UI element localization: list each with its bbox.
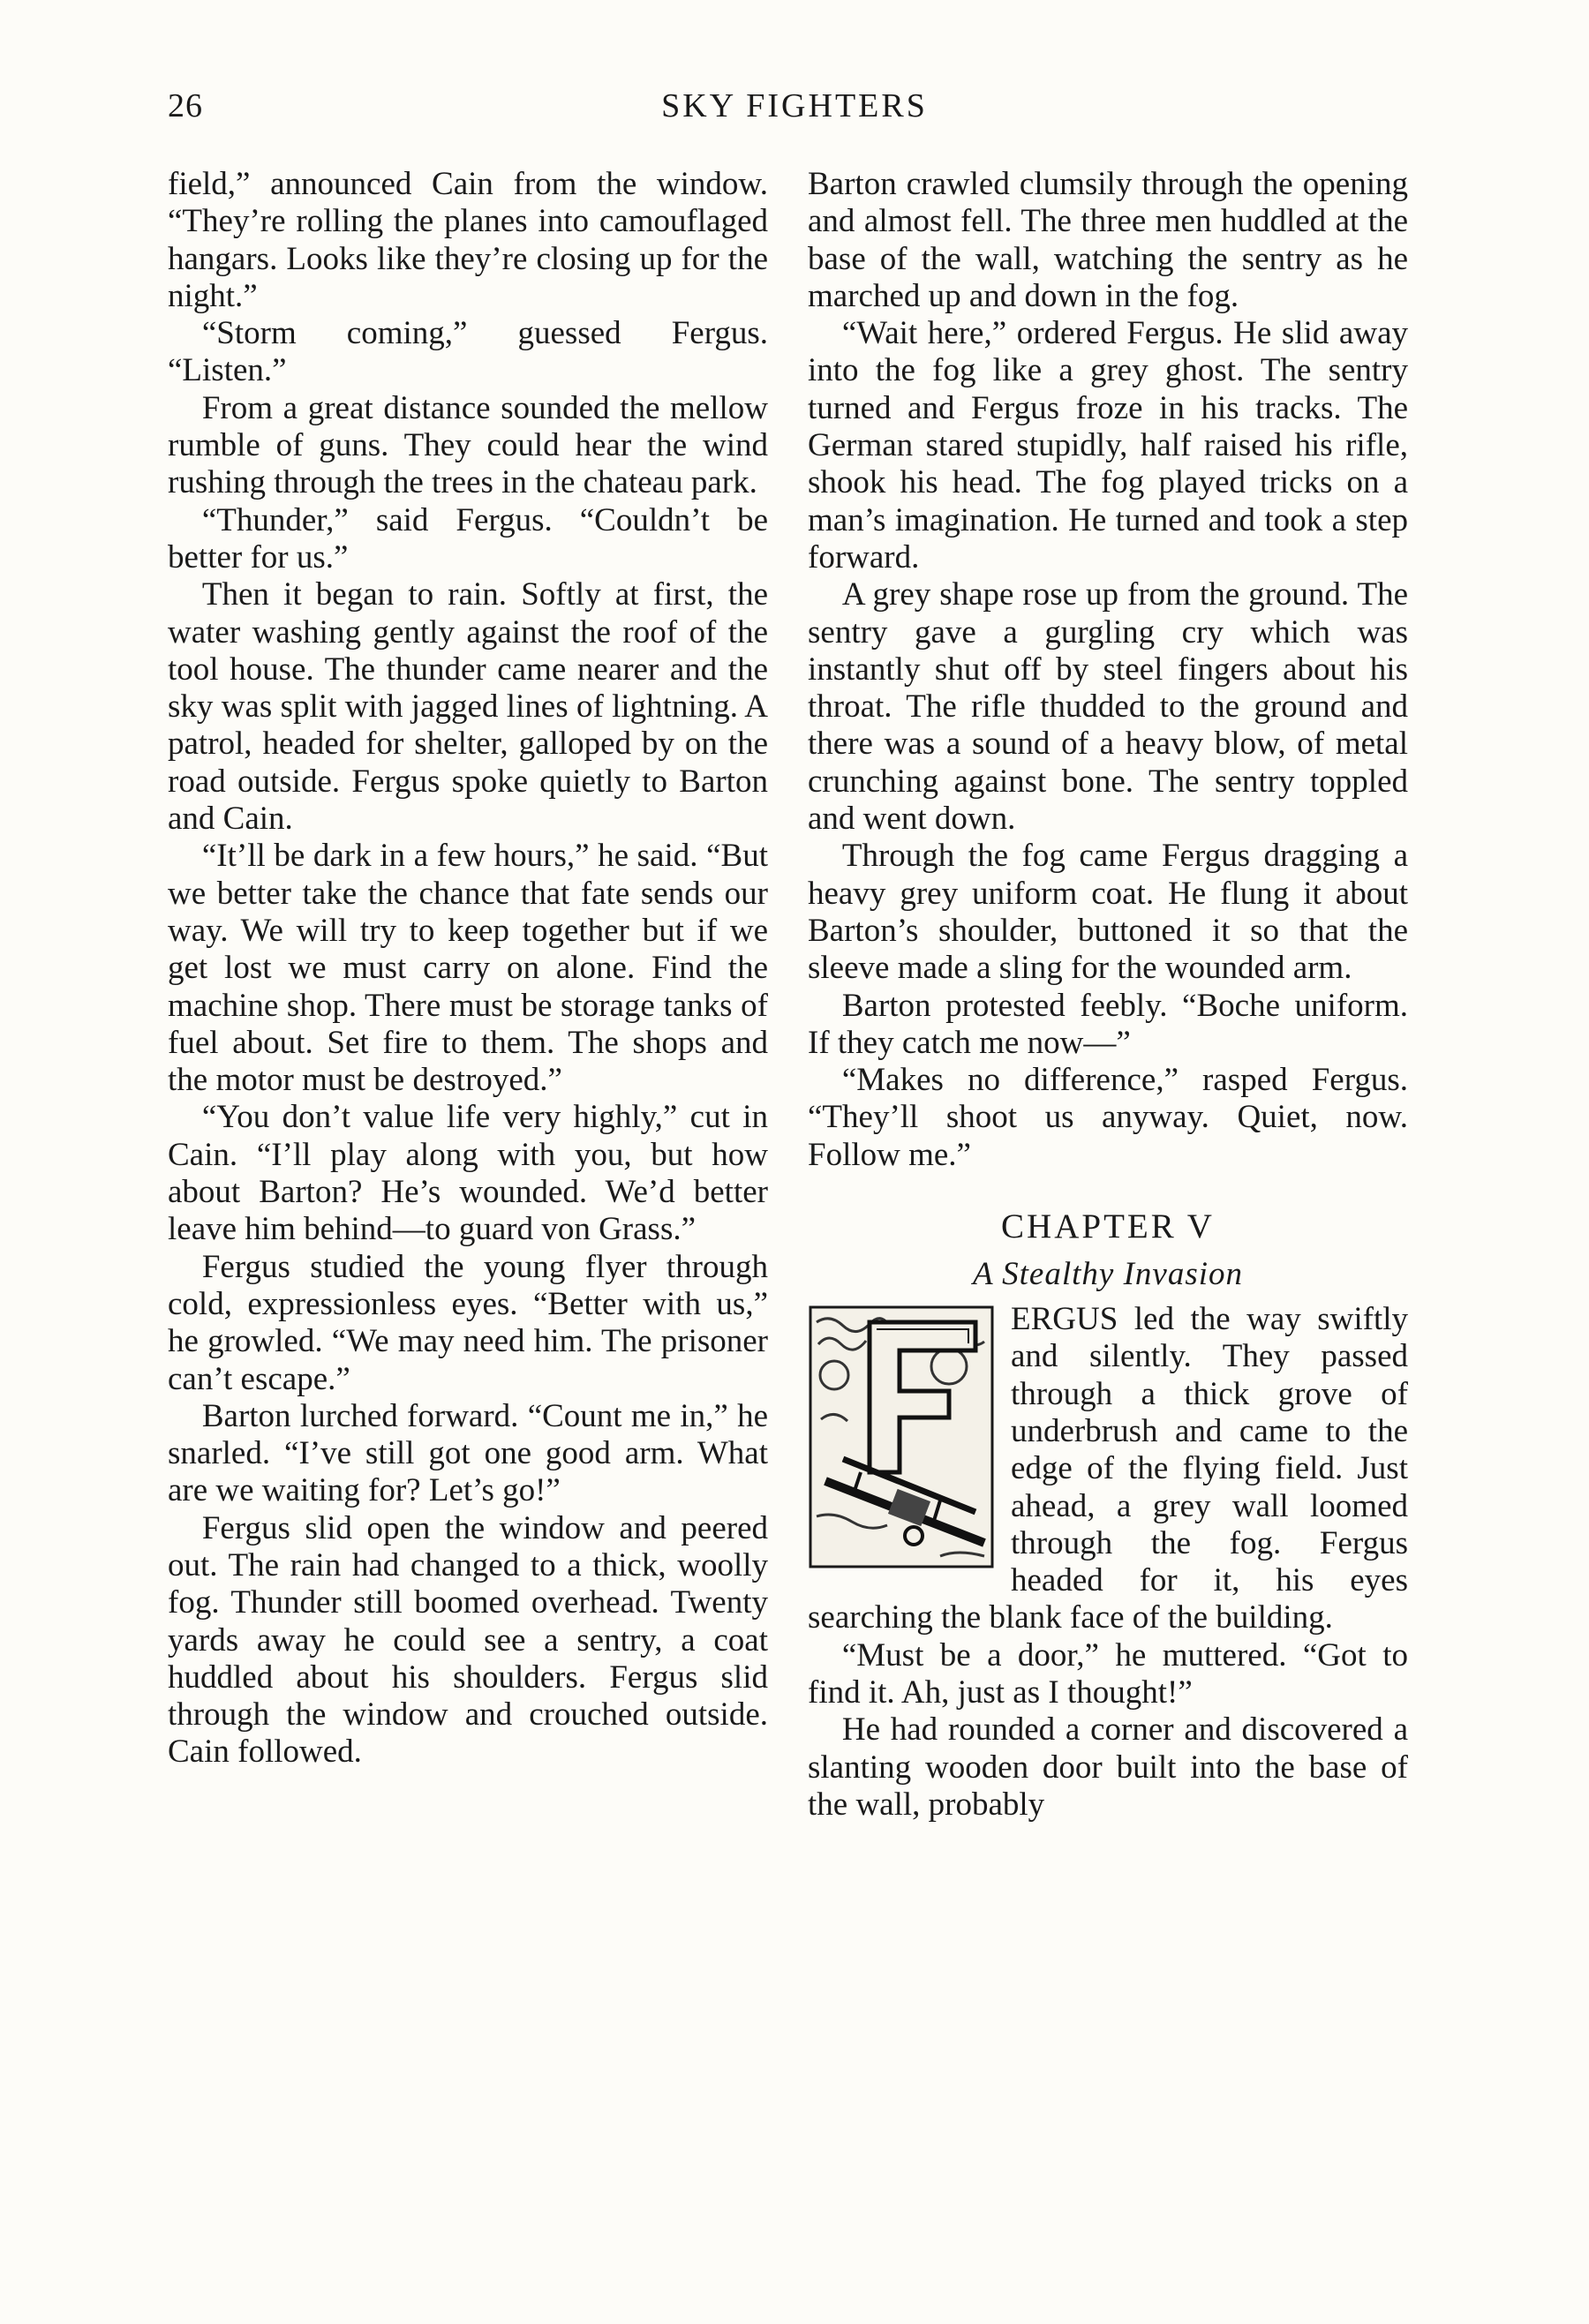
paragraph: A grey shape rose up from the ground. The sentry gave a gurgling cry which was instantly shut off by steel fingers about his throat. The rifle thudded to the ground and there was a sound of a heavy blow, of metal crunching against bone. The sentry toppled and went down.: [808, 576, 1408, 838]
paragraph: From a great distance sounded the mellow rumble of guns. They could hear the wind rushing through the trees in the chateau park.: [168, 389, 768, 501]
paragraph: He had rounded a corner and discovered a slanting wooden door built into the base of the wall, probably: [808, 1711, 1408, 1823]
chapter-heading: CHAPTER V: [1001, 1207, 1215, 1246]
paragraph: Barton protested feebly. “Boche uniform. If they catch me now—”: [808, 987, 1408, 1061]
illustrated-dropcap-f-icon: [808, 1305, 995, 1569]
page-number: 26: [168, 87, 203, 124]
left-column: [168, 166, 768, 1771]
paragraph: “Must be a door,” he muttered. “Got to find it. Ah, just as I thought!”: [808, 1636, 1408, 1711]
paragraph: “It’ll be dark in a few hours,” he said. “But we better take the chance that fate sends our way. We will try to keep together but if we get lost we must carry on alone. Find the machine shop. There must be storage tanks of fuel about. Set fire to them. The shops and the motor must be destroyed.”: [168, 838, 768, 1099]
paragraph: field,” announced Cain from the window. “They’re rolling the planes into camouflaged hangars. Looks like they’re closing up for the night.”: [168, 166, 768, 314]
paragraph: Through the fog came Fergus dragging a heavy grey uniform coat. He flung it about Barton’s shoulder, buttoned it so that the sleeve made a sling for the wounded arm.: [808, 838, 1408, 987]
paragraph: Barton lurched forward. “Count me in,” he snarled. “I’ve still got one good arm. What are we waiting for? Let’s go!”: [168, 1397, 768, 1509]
paragraph: “Wait here,” ordered Fergus. He slid away into the fog like a grey ghost. The sentry turned and Fergus froze in his tracks. The German stared stupidly, half raised his rifle, shook his head. The fog played tricks on a man’s imagination. He turned and took a step forward.: [808, 315, 1408, 575]
chapter-body: [808, 1301, 1408, 1824]
paragraph: “Makes no difference,” rasped Fergus. “They’ll shoot us anyway. Quiet, now. Follow me.”: [808, 1062, 1408, 1173]
chapter-subtitle: A Stealthy Invasion: [972, 1256, 1244, 1293]
paragraph: Then it began to rain. Softly at first, the water washing gently against the roof of the tool house. The thunder came nearer and the sky was split with jagged lines of lightning. A patrol, headed for shelter, galloped by on the road outside. Fergus spoke quietly to Barton and Cain.: [168, 576, 768, 838]
paragraph: “Storm coming,” guessed Fergus. “Listen.”: [168, 315, 768, 389]
right-column: [808, 166, 1408, 1824]
paragraph: ERGUS led the way swiftly and silently. They passed through a thick grove of underbrush and came to the edge of the flying field. Just ahead, a grey wall loomed through the fog. Fergus headed for it, his eyes searching the blank face of the building.: [808, 1301, 1408, 1636]
paragraph: Fergus studied the young flyer through cold, expressionless eyes. “Better with us,” he growled. “We may need him. The prisoner can’t escape.”: [168, 1248, 768, 1397]
paragraph: Fergus slid open the window and peered out. The rain had changed to a thick, woolly fog. Thunder still boomed overhead. Twenty yards away he could see a sentry, a coat huddled about his shoulders. Fergus slid through the window and crouched outside. Cain followed.: [168, 1509, 768, 1771]
paragraph: “You don’t value life very highly,” cut in Cain. “I’ll play along with you, but how about Barton? He’s wounded. We’d better leave him behind—to guard von Grass.”: [168, 1099, 768, 1248]
running-head-title: SKY FIGHTERS: [661, 87, 928, 124]
paragraph: Barton crawled clumsily through the opening and almost fell. The three men huddled at the base of the wall, watching the sentry as he marched up and down in the fog.: [808, 166, 1408, 314]
paragraph: “Thunder,” said Fergus. “Couldn’t be better for us.”: [168, 501, 768, 575]
